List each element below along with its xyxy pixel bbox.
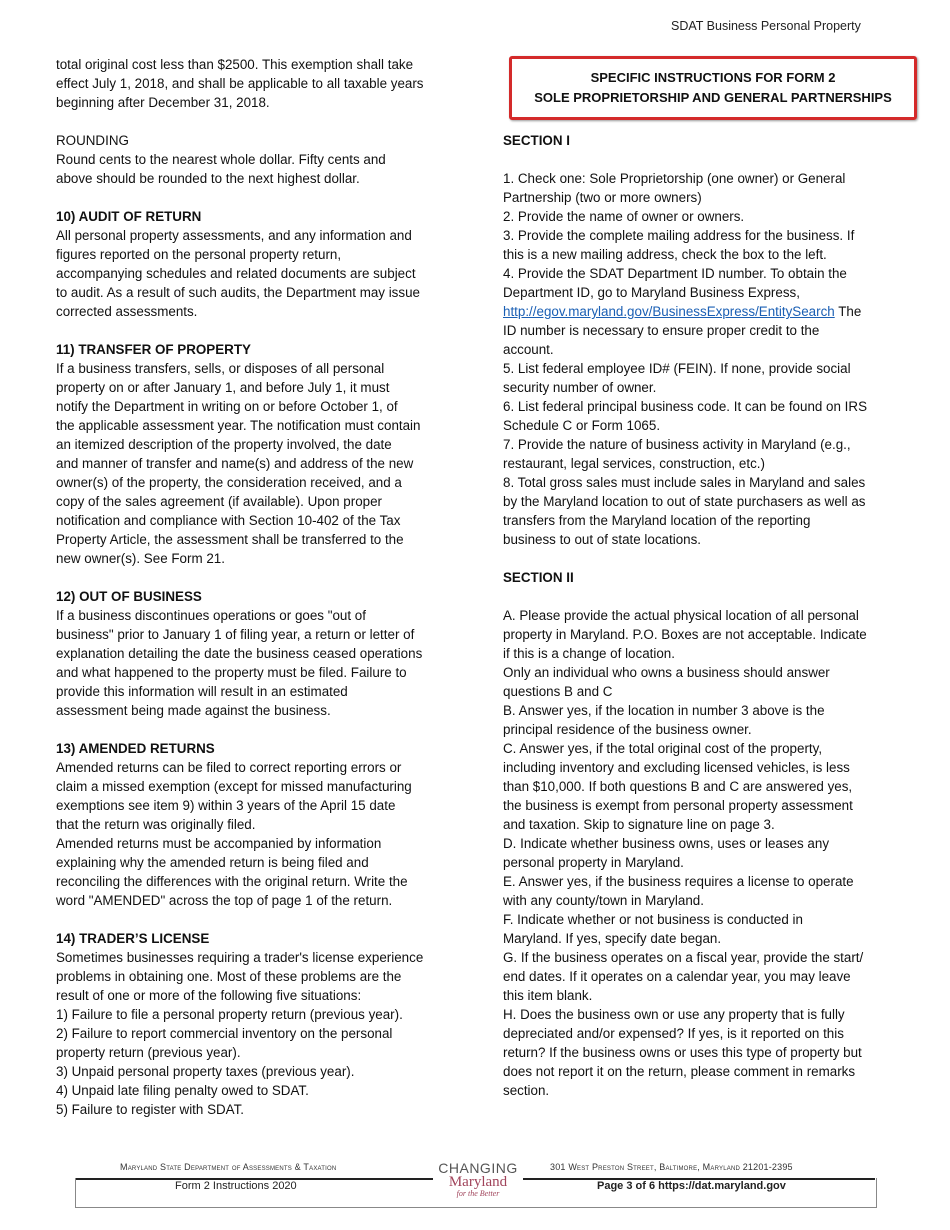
section-heading: 11) TRANSFER OF PROPERTY: [56, 342, 251, 357]
text-line: explaining why the amended return is being filed and: [56, 855, 369, 870]
text-line: exemptions see item 9) within 3 years of the April 15 date: [56, 798, 396, 813]
text-line: explanation detailing the date the business ceased operations: [56, 646, 423, 661]
text-line: 2) Failure to report commercial inventory on the personal: [56, 1026, 393, 1041]
text-line: G. If the business operates on a fiscal year, provide the start/: [503, 950, 864, 965]
text-line: reconciling the differences with the original return. Write the: [56, 874, 408, 889]
text-line: the business is exempt from personal property assessment: [503, 798, 853, 813]
blank-line: [503, 150, 903, 169]
text-line: B. Answer yes, if the location in number 3 above is the: [503, 703, 825, 718]
box-title-line2: SOLE PROPRIETORSHIP AND GENERAL PARTNERSHIPS: [534, 90, 892, 105]
text-line: A. Please provide the actual physical location of all personal: [503, 608, 859, 623]
text-line: 7. Provide the nature of business activity in Maryland (e.g.,: [503, 437, 851, 452]
text-line-tail: The: [834, 304, 862, 319]
logo-line2: Maryland: [448, 1174, 508, 1190]
text-line: Schedule C or Form 1065.: [503, 418, 661, 433]
text-line: claim a missed exemption (except for missed manufacturing: [56, 779, 412, 794]
running-header: SDAT Business Personal Property: [671, 19, 861, 33]
text-line: D. Indicate whether business owns, uses or leases any: [503, 836, 830, 851]
text-line: owner(s) of the property, the consideration received, and a: [56, 475, 402, 490]
text-line: 8. Total gross sales must include sales in Maryland and sales: [503, 475, 866, 490]
blank-line: [56, 720, 456, 739]
left-column: [56, 55, 456, 1119]
blank-line: [56, 568, 456, 587]
text-line: Round cents to the nearest whole dollar. Fifty cents and: [56, 152, 386, 167]
text-line: security number of owner.: [503, 380, 657, 395]
text-line: word "AMENDED" across the top of page 1 of the return.: [56, 893, 393, 908]
section-heading: SECTION II: [503, 570, 574, 585]
changing-maryland-logo: [433, 1160, 523, 1198]
text-line: ROUNDING: [56, 133, 129, 148]
text-line: 1. Check one: Sole Proprietorship (one owner) or General: [503, 171, 846, 186]
text-line: corrected assessments.: [56, 304, 198, 319]
logo-line1: CHANGING: [438, 1160, 518, 1176]
section-heading: SECTION I: [503, 133, 570, 148]
text-line: the applicable assessment year. The notification must contain: [56, 418, 421, 433]
text-line: business to out of state locations.: [503, 532, 702, 547]
text-line: [503, 302, 903, 321]
text-line: return? If the business owns or uses this type of property but: [503, 1045, 862, 1060]
text-line: than $10,000. If both questions B and C are answered yes,: [503, 779, 853, 794]
section-heading: 14) TRADER’S LICENSE: [56, 931, 210, 946]
blank-line: [503, 587, 903, 606]
text-line: principal residence of the business owner.: [503, 722, 752, 737]
text-line: effect July 1, 2018, and shall be applicable to all taxable years: [56, 76, 424, 91]
text-line: If a business transfers, sells, or disposes of all personal: [56, 361, 385, 376]
text-line: accompanying schedules and related documents are subject: [56, 266, 416, 281]
text-line: depreciated and/or expensed? If yes, is it reported on this: [503, 1026, 844, 1041]
text-line: above should be rounded to the next highest dollar.: [56, 171, 360, 186]
text-line: 3. Provide the complete mailing address for the business. If: [503, 228, 855, 243]
text-line: 4) Unpaid late filing penalty owed to SDAT.: [56, 1083, 309, 1098]
text-line: notification and compliance with Section 10-402 of the Tax: [56, 513, 401, 528]
text-line: Only an individual who owns a business should answer: [503, 665, 830, 680]
text-line: total original cost less than $2500. This exemption shall take: [56, 57, 414, 72]
text-line: this item blank.: [503, 988, 593, 1003]
right-column: [503, 131, 903, 1100]
page-footer: [45, 1158, 905, 1210]
text-line: and manner of transfer and name(s) and address of the new: [56, 456, 414, 471]
text-line: property return (previous year).: [56, 1045, 241, 1060]
text-line: and taxation. Skip to signature line on page 3.: [503, 817, 775, 832]
text-line: that the return was originally filed.: [56, 817, 256, 832]
text-line: Amended returns can be filed to correct reporting errors or: [56, 760, 402, 775]
text-line: end dates. If it operates on a calendar year, you may leave: [503, 969, 851, 984]
footer-agency: Maryland State Department of Assessments & Taxation: [120, 1162, 337, 1172]
text-line: new owner(s). See Form 21.: [56, 551, 225, 566]
text-line: 2. Provide the name of owner or owners.: [503, 209, 745, 224]
text-line: Sometimes businesses requiring a trader's license experience: [56, 950, 424, 965]
text-line: 1) Failure to file a personal property return (previous year).: [56, 1007, 403, 1022]
blank-line: [56, 188, 456, 207]
text-line: H. Does the business own or use any property that is fully: [503, 1007, 845, 1022]
text-line: property on or after January 1, and before July 1, it must: [56, 380, 390, 395]
text-line: figures reported on the personal property return,: [56, 247, 342, 262]
text-line: notify the Department in writing on or before October 1, of: [56, 399, 398, 414]
text-line: by the Maryland location to out of state purchasers as well as: [503, 494, 866, 509]
blank-line: [503, 549, 903, 568]
text-line: All personal property assessments, and any information and: [56, 228, 412, 243]
text-line: an itemized description of the property involved, the date: [56, 437, 392, 452]
text-line: 5) Failure to register with SDAT.: [56, 1102, 245, 1117]
text-line: Maryland. If yes, specify date began.: [503, 931, 722, 946]
text-line: beginning after December 31, 2018.: [56, 95, 270, 110]
section-heading: 13) AMENDED RETURNS: [56, 741, 215, 756]
text-line: provide this information will result in an estimated: [56, 684, 348, 699]
blank-line: [56, 321, 456, 340]
text-line: restaurant, legal services, construction, etc.): [503, 456, 765, 471]
box-title-line1: SPECIFIC INSTRUCTIONS FOR FORM 2: [590, 70, 836, 85]
text-line: If a business discontinues operations or goes "out of: [56, 608, 366, 623]
blank-line: [56, 910, 456, 929]
text-line: Partnership (two or more owners): [503, 190, 702, 205]
text-line: E. Answer yes, if the business requires a license to operate: [503, 874, 854, 889]
text-line: if this is a change of location.: [503, 646, 675, 661]
footer-page-number: Page 3 of 6 https://dat.maryland.gov: [597, 1180, 786, 1192]
text-line: Amended returns must be accompanied by information: [56, 836, 382, 851]
logo-line3: for the Better: [456, 1189, 500, 1198]
text-line: ID number is necessary to ensure proper credit to the: [503, 323, 820, 338]
text-line: result of one or more of the following five situations:: [56, 988, 362, 1003]
text-line: 4. Provide the SDAT Department ID number. To obtain the: [503, 266, 847, 281]
text-line: Property Article, the assessment shall be transferred to the: [56, 532, 404, 547]
text-line: to audit. As a result of such audits, the Department may issue: [56, 285, 420, 300]
entity-search-link[interactable]: http://egov.maryland.gov/BusinessExpress/EntitySearch: [503, 304, 835, 319]
form-instructions-title-box: [509, 56, 917, 120]
section-heading: 12) OUT OF BUSINESS: [56, 589, 202, 604]
text-line: transfers from the Maryland location of the reporting: [503, 513, 811, 528]
text-line: with any county/town in Maryland.: [503, 893, 704, 908]
text-line: questions B and C: [503, 684, 613, 699]
text-line: and what happened to the property must be filed. Failure to: [56, 665, 407, 680]
text-line: copy of the sales agreement (if available). Upon proper: [56, 494, 383, 509]
text-line: problems in obtaining one. Most of these problems are the: [56, 969, 402, 984]
text-line: F. Indicate whether or not business is conducted in: [503, 912, 803, 927]
text-line: including inventory and excluding licensed vehicles, is less: [503, 760, 850, 775]
text-line: 6. List federal principal business code. It can be found on IRS: [503, 399, 867, 414]
text-line: property in Maryland. P.O. Boxes are not acceptable. Indicate: [503, 627, 867, 642]
text-line: Department ID, go to Maryland Business Express,: [503, 285, 800, 300]
text-line: this is a new mailing address, check the box to the left.: [503, 247, 827, 262]
footer-address: 301 West Preston Street, Baltimore, Maryland 21201-2395: [550, 1162, 793, 1172]
section-heading: 10) AUDIT OF RETURN: [56, 209, 202, 224]
blank-line: [56, 112, 456, 131]
text-line: C. Answer yes, if the total original cost of the property,: [503, 741, 823, 756]
text-line: personal property in Maryland.: [503, 855, 684, 870]
text-line: 3) Unpaid personal property taxes (previous year).: [56, 1064, 355, 1079]
text-line: 5. List federal employee ID# (FEIN). If none, provide social: [503, 361, 851, 376]
text-line: business" prior to January 1 of filing year, a return or letter of: [56, 627, 415, 642]
text-line: does not report it on the return, please comment in remarks: [503, 1064, 856, 1079]
text-line: section.: [503, 1083, 550, 1098]
text-line: assessment being made against the business.: [56, 703, 331, 718]
text-line: account.: [503, 342, 554, 357]
footer-form-name: Form 2 Instructions 2020: [175, 1180, 297, 1192]
